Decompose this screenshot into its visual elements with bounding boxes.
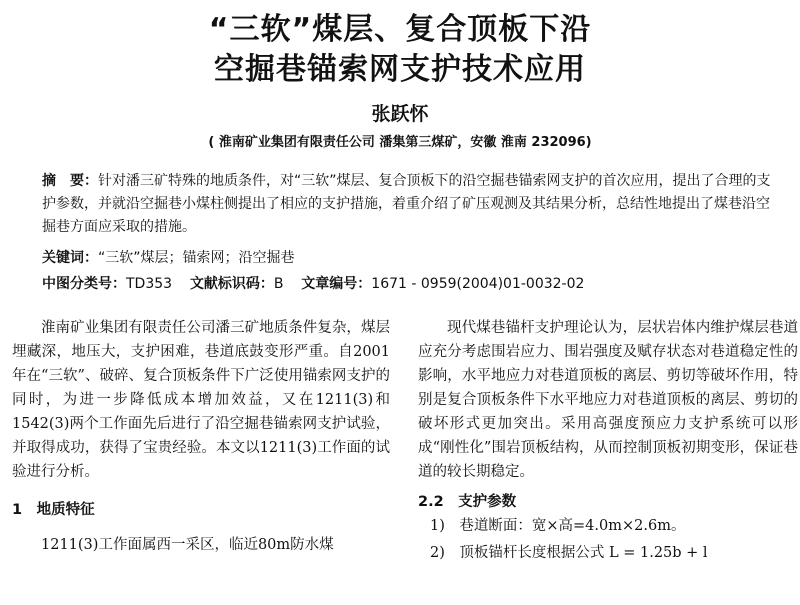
- abstract: [42, 170, 782, 239]
- abstract-text: 针对潘三矿特殊的地质条件，对“三软”煤层、复合顶板下的沿空掘巷锚索网支护的首次应用，提出了合理的支护参数，并就沿空掘巷小煤柱侧提出了相应的支护措施，着重介绍了矿压观测及其结果分析，总结性地提出了煤巷沿空掘巷方面应采取的措施。: [42, 173, 771, 235]
- section-1-text: 1211(3)工作面属西一采区，临近80m防水煤: [41, 537, 334, 553]
- list-item-2: 2) 顶板锚杆长度根据公式 L = 1.25b + l: [430, 545, 708, 561]
- support-theory-paragraph: 现代煤巷锚杆支护理论认为，层状岩体内维护煤层巷道应充分考虑围岩应力、围岩强度及赋存状态对巷道稳定性的影响，水平地应力对巷道顶板的离层、剪切等破坏作用，特别是复合顶板条件下水平地应力对巷道顶板的离层、剪切的破坏形式更加突出。采用高强度预应力支护系统可以形成“刚性化”围岩顶板结构，从而控制顶板初期变形，保证巷道的较长期稳定。: [418, 320, 798, 480]
- intro-paragraph: 淮南矿业集团有限责任公司潘三矿地质条件复杂，煤层埋藏深，地压大，支护困难，巷道底鼓变形严重。自2001年在“三软”、破碎、复合顶板条件下广泛使用锚索网支护的同时，为进一步降低成本增加效益，又在1211(3)和1542(3)两个工作面先后进行了沿空掘巷锚索网支护试验，并取得成功，获得了宝贵经验。本文以1211(3)工作面的试验进行分析。: [12, 320, 390, 480]
- classification-line: [42, 273, 782, 296]
- clc-value: TD353: [126, 276, 173, 292]
- affiliation: ( 淮南矿业集团有限责任公司 潘集第三煤矿，安徽 淮南 232096): [208, 135, 592, 150]
- keywords-text: “三软”煤层；锚索网；沿空掘巷: [98, 250, 295, 266]
- section-1-heading: 1 地质特征: [12, 502, 95, 518]
- article-number-value: 1671 - 0959(2004)01-0032-02: [371, 276, 585, 292]
- title-line-1: “三软”煤层、复合顶板下沿: [208, 12, 592, 47]
- title-line-2: 空掘巷锚索网支护技术应用: [214, 52, 586, 87]
- list-item-1: 1) 巷道断面：宽×高=4.0m×2.6m。: [430, 518, 686, 534]
- abstract-label: 摘 要：: [42, 173, 98, 189]
- section-2-2-heading: 2.2 支护参数: [418, 494, 517, 510]
- keywords-label: 关键词：: [42, 250, 98, 266]
- left-column: [12, 316, 390, 557]
- keywords: [42, 247, 782, 270]
- author: 张跃怀: [371, 103, 429, 125]
- right-column: [418, 316, 798, 565]
- clc-label: 中图分类号：: [42, 276, 126, 292]
- article-number-label: 文章编号：: [301, 276, 372, 292]
- doc-code-value: B: [273, 276, 284, 292]
- doc-code-label: 文献标识码：: [189, 276, 274, 292]
